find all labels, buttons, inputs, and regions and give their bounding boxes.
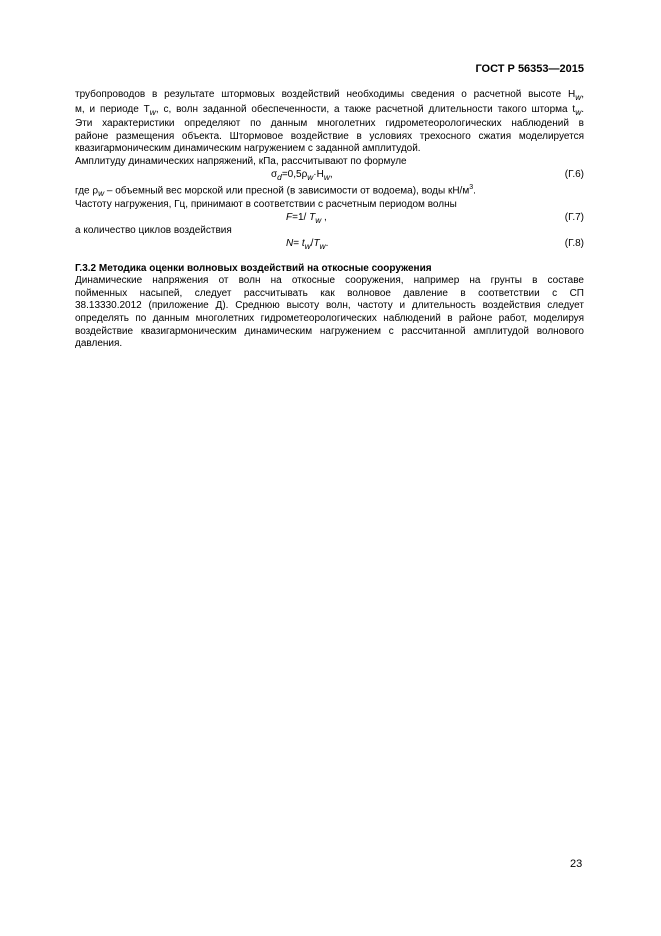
equation-g8: [75, 238, 584, 251]
equation-g8-formula: $N= t_w/T_w$.: [286, 237, 329, 251]
document-code-header: ГОСТ Р 56353—2015: [475, 63, 584, 75]
text-line: Эти характеристики определяют по данным многолетних гидрометеорологических наблюдений в: [75, 118, 584, 130]
subscript: w: [575, 92, 582, 102]
paragraph-amplitude-intro: Амплитуду динамических напряжений, кПа, рассчитывают по формуле: [75, 155, 407, 167]
paragraph-cycles-intro: а количество циклов воздействия: [75, 225, 232, 237]
equation-g7-formula: F=1/ $T_w$ ,: [286, 212, 327, 226]
paragraph-slope-structures: [75, 275, 584, 351]
page-content: [75, 89, 584, 351]
text-line: квазигармоническим динамическим нагружением с заданной амплитудой.: [75, 143, 421, 155]
section-title-g3-2: Г.3.2 Методика оценки волновых воздействий на откосные сооружения: [75, 262, 432, 274]
text-line: давления.: [75, 338, 123, 350]
equation-g7-number: (Г.7): [564, 212, 584, 224]
equation-g7: [75, 212, 584, 225]
text-line: пойменных насыпей, следует рассчитывать как волновое давление в соответствии с СП: [75, 287, 584, 299]
page-number: 23: [570, 858, 583, 870]
text-line: районе размещения объекта. Штормовое воздействие в условиях трехосного сжатия моделируется: [75, 130, 584, 142]
text-line: воздействие квазигармоническим динамическим нагружением с рассчитанной амплитудой волнового: [75, 325, 584, 337]
paragraph-where-definition: где $\rho_w$ – объемный вес морской или пресной (в зависимости от водоема), воды $кН/м^3$.: [75, 183, 476, 198]
subscript: w: [575, 106, 582, 117]
equation-g6-formula: $\sigma_d=0,5\rho_w\cdot H_w$,: [271, 168, 333, 182]
text-line: Динамические напряжения от волн на откосные сооружения, например на грунты в составе: [75, 275, 584, 287]
text-line: определять по данным многолетних гидрометеорологических наблюдений в районе работ, моделируя: [75, 313, 584, 325]
paragraph-frequency-intro: Частоту нагружения, Гц, принимают в соответствии с расчетным периодом волны: [75, 199, 457, 211]
equation-g6-number: (Г.6): [564, 168, 584, 180]
text-line: м, и периоде $T_w$, с, волн заданной обеспеченности, а также расчетной длительности такого шторма $t_w$.: [75, 103, 584, 117]
text-line: трубопроводов в результате штормовых воздействий необходимы сведения о расчетной высоте $H_w$,: [75, 89, 584, 102]
equation-g8-number: (Г.8): [564, 237, 584, 249]
subscript: w: [149, 106, 156, 117]
paragraph-wave-parameters: [75, 89, 584, 156]
text-line: 38.13330.2012 (приложение Д). Среднюю высоту волн, частоту и длительность воздействия следует: [75, 300, 584, 312]
equation-g6: [75, 169, 584, 182]
